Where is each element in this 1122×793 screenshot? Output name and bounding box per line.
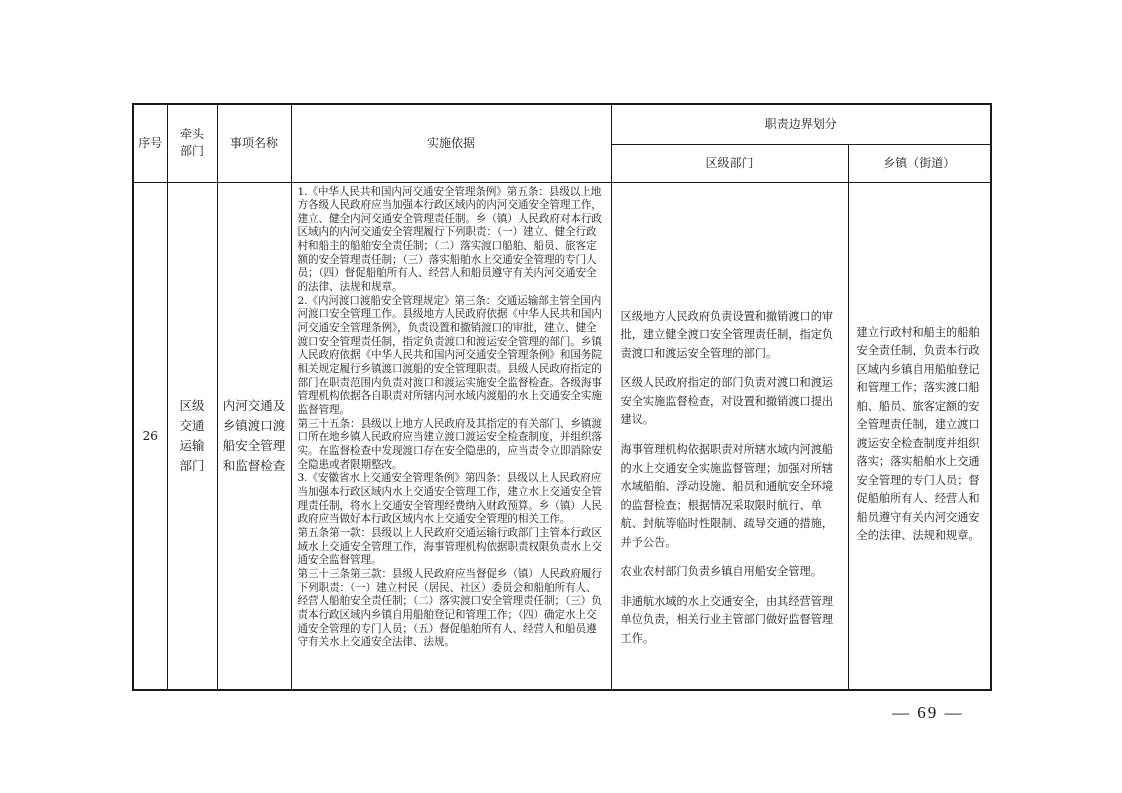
header-division: 职责边界划分	[611, 104, 991, 144]
lead-dept-text: 区级 交通 运输 部门	[179, 397, 205, 473]
header-item-name: 事项名称	[217, 104, 291, 182]
basis-paragraph: 1.《中华人民共和国内河交通安全管理条例》第五条：县级以上地方各级人民政府应当加强本行政区域内的内河交通安全管理工作，建立、健全内河交通安全管理责任制。乡（镇）人民政府对本行政区域内的内河交通安全管理履行下列职责：（一）建立、健全行政村和船主的船舶安全责任制；（二）落实渡口船舶、船员、旅客定额的安全管理责任制；（三）落实船舶水上交通安全管理的专门人员；（四）督促船舶所有人、经营人和船员遵守有关内河交通安全的法律、法规和规章。	[297, 185, 602, 294]
page-number: — 69 —	[892, 703, 964, 722]
row-town: 建立行政村和船主的船舶安全责任制，负责本行政区域内乡镇自用船舶登记和管理工作；落实渡口船舶、船员、旅客定额的安全管理责任制，建立渡口渡运安全检查制度并组织落实；落实船舶水上交通安全管理的专门人员；督促船舶所有人、经营人和船员遵守有关内河交通安全的法律、法规和规章。	[848, 182, 991, 690]
row-item-name	[217, 182, 291, 690]
district-paragraph: 区级人民政府指定的部门负责对渡口和渡运安全实施监督检查，对设置和撤销渡口提出建议。	[620, 376, 834, 427]
header-row-1	[133, 104, 991, 144]
district-paragraph: 非通航水域的水上交通安全，由其经营管理单位负责，相关行业主管部门做好监督管理工作。	[620, 594, 834, 645]
basis-paragraph: 2.《内河渡口渡船安全管理规定》第三条：交通运输部主管全国内河渡口安全管理工作。县级地方人民政府依据《中华人民共和国内河交通安全管理条例》，负责设置和撤销渡口的审批，建立、健全渡口安全管理责任制，指定负责渡口和渡运安全管理的部门。乡镇人民政府依据《中华人民共和国内河交通安全管理条例》和国务院相关规定履行乡镇渡口渡船的安全管理职责。县级人民政府指定的部门在职责范围内负责对渡口和渡运实施安全监督检查。各级海事管理机构依据各自职责对所辖内河水域内渡船的水上交通安全实施监督管理。	[297, 294, 602, 416]
table-row	[133, 182, 991, 690]
basis-paragraph: 第三十五条：县级以上地方人民政府及其指定的有关部门、乡镇渡口所在地乡镇人民政府应当建立渡口渡运安全检查制度，并组织落实。在监督检查中发现渡口存在安全隐患的，应当责令立即消除安全隐患或者限期整改。	[297, 417, 602, 471]
basis-paragraph: 3.《安徽省水上交通安全管理条例》第四条：县级以上人民政府应当加强本行政区域内水上交通安全管理工作，建立水上交通安全管理责任制，将水上交通安全管理经费纳入财政预算。乡（镇）人民政府应当做好本行政区域内水上交通安全管理的相关工作。	[297, 472, 602, 526]
header-town: 乡镇（街道）	[848, 144, 991, 182]
basis-paragraph: 第三十三条第三款：县级人民政府应当督促乡（镇）人民政府履行下列职责：（一）建立村民（居民、社区）委员会和船舶所有人、经营人船舶安全责任制；（二）落实渡口安全管理责任制；（三）负责本行政区域内乡镇自用船舶登记和管理工作；（四）确定水上交通安全管理的专门人员；（五）督促船舶所有人、经营人和船员遵守有关水上交通安全法律、法规。	[297, 567, 602, 649]
basis-paragraph: 第五条第一款：县级以上人民政府交通运输行政部门主管本行政区域水上交通安全管理工作，海事管理机构依据职责权限负责水上交通安全监督管理。	[297, 526, 602, 567]
row-district	[611, 182, 848, 690]
district-paragraph: 海事管理机构依据职责对所辖水域内河渡船的水上交通安全实施监督管理；加强对所辖水域船舶、浮动设施、船员和通航安全环境的监督检查；根据情况采取限时航行、单航、封航等临时性限制、疏导交通的措施，并予公告。	[620, 443, 834, 549]
district-paragraph: 区级地方人民政府负责设置和撤销渡口的审批，建立健全渡口安全管理责任制，指定负责渡口和渡运安全管理的部门。	[620, 309, 834, 360]
item-name-text: 内河交通及 乡镇渡口渡 船安全管理 和监督检查	[222, 397, 286, 473]
header-seq: 序号	[133, 104, 167, 182]
header-district: 区级部门	[611, 144, 848, 182]
header-basis: 实施依据	[291, 104, 611, 182]
header-lead-dept: 牵头 部门	[167, 104, 217, 182]
responsibility-table	[132, 103, 992, 691]
row-basis	[291, 182, 611, 690]
district-paragraph: 农业农村部门负责乡镇自用船安全管理。	[620, 565, 822, 579]
row-lead-dept	[167, 182, 217, 690]
row-seq: 26	[133, 182, 167, 690]
